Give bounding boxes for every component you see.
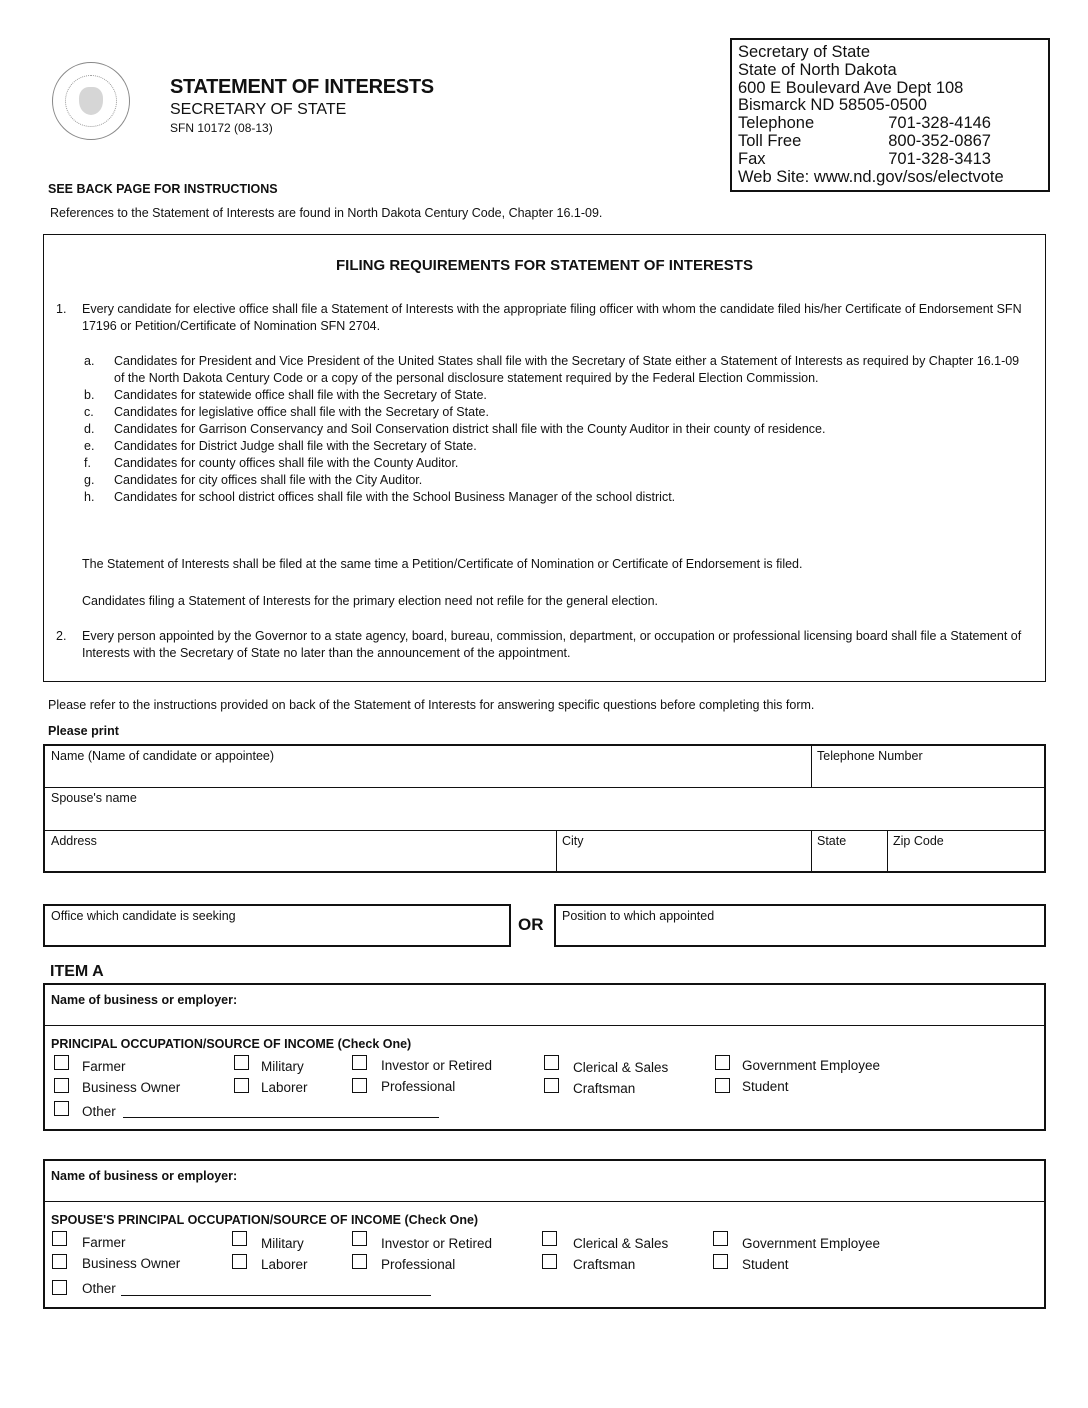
spouse-other-label: Other [82, 1281, 116, 1296]
item-a-heading: ITEM A [50, 963, 104, 980]
website-line: Web Site: www.nd.gov/sos/electvote [738, 167, 1004, 186]
name-label: Name (Name of candidate or appointee) [51, 749, 275, 763]
spouse-student-checkbox[interactable] [713, 1254, 728, 1269]
primary-note: Candidates filing a Statement of Interests for the primary election need not refile for the general election. [82, 594, 659, 608]
spouse-clerical-checkbox[interactable] [542, 1231, 557, 1246]
address-line: Secretary of State [738, 43, 871, 61]
other-input-line[interactable] [123, 1117, 439, 1118]
farmer-checkbox[interactable] [54, 1055, 69, 1070]
spouse-government-label: Government Employee [742, 1236, 881, 1251]
address-field[interactable] [45, 831, 556, 873]
clerical-label: Clerical & Sales [573, 1060, 669, 1075]
tollfree-row [738, 133, 1048, 151]
item2-text: Every person appointed by the Governor to a state agency, board, bureau, commission, department, or occupation or professional licensing board shall file a Statement of Interests with the Secretary of State no later than the announcement of the appointment. [82, 629, 1022, 660]
fax-label: Fax [738, 149, 766, 168]
spouse-business-owner-checkbox[interactable] [52, 1254, 67, 1269]
student-label: Student [742, 1079, 789, 1094]
list-item: e. Candidates for District Judge shall file with the Secretary of State. [84, 439, 477, 453]
spouse-military-checkbox[interactable] [232, 1231, 247, 1246]
item2-number: 2. [56, 629, 67, 643]
spouse-farmer-label: Farmer [82, 1235, 126, 1250]
position-label: Position to which appointed [562, 909, 715, 923]
fax-row [738, 151, 1048, 169]
address-line: State of North Dakota [738, 60, 897, 79]
address-label: Address [51, 834, 97, 848]
telephone-value: 701-328-4146 [888, 114, 991, 133]
farmer-label: Farmer [82, 1059, 126, 1074]
spouse-military-label: Military [261, 1236, 304, 1251]
government-checkbox[interactable] [715, 1055, 730, 1070]
spouse-other-input-line[interactable] [121, 1295, 431, 1296]
please-refer-note: Please refer to the instructions provided on back of the Statement of Interests for answering specific questions before completing this form. [48, 698, 815, 712]
see-back-notice: SEE BACK PAGE FOR INSTRUCTIONS [48, 182, 278, 196]
city-label: City [562, 834, 584, 848]
please-print-label: Please print [48, 724, 119, 738]
state-field[interactable] [811, 831, 887, 873]
telephone-row [738, 115, 1048, 133]
zip-field[interactable] [887, 831, 1044, 873]
position-appointed-field[interactable] [554, 904, 1046, 947]
telephone-field[interactable] [811, 746, 1044, 787]
city-field[interactable] [556, 831, 811, 873]
spouse-occupation-label: SPOUSE'S PRINCIPAL OCCUPATION/SOURCE OF INCOME (Check One) [51, 1213, 479, 1227]
investor-label: Investor or Retired [381, 1058, 493, 1073]
spouse-craftsman-checkbox[interactable] [542, 1254, 557, 1269]
personal-info-form [43, 744, 1046, 873]
clerical-checkbox[interactable] [544, 1055, 559, 1070]
list-item: d. Candidates for Garrison Conservancy and Soil Conservation district shall file with the County Auditor in their county of residence. [84, 422, 826, 436]
spouse-occupation-section [43, 1159, 1046, 1309]
spouse-professional-checkbox[interactable] [352, 1254, 367, 1269]
government-label: Government Employee [742, 1058, 881, 1073]
spouse-business-owner-label: Business Owner [82, 1256, 181, 1271]
laborer-checkbox[interactable] [234, 1078, 249, 1093]
item1-number: 1. [56, 302, 67, 316]
student-checkbox[interactable] [715, 1078, 730, 1093]
filing-requirements-box [43, 234, 1046, 682]
state-seal-logo [52, 62, 130, 140]
investor-checkbox[interactable] [352, 1055, 367, 1070]
list-item: a. Candidates for President and Vice President of the United States shall file with the Secretary of State either a Statement of Interests as required by Chapter 16.1-09 of the North Dakota Century Code or a copy of the personal disclosure statement required by the Federal Election Commission. [84, 354, 1020, 385]
spouse-laborer-label: Laborer [261, 1257, 308, 1272]
tollfree-value: 800-352-0867 [888, 131, 991, 150]
spouse-farmer-checkbox[interactable] [52, 1231, 67, 1246]
employer-label: Name of business or employer: [51, 993, 238, 1007]
spouse-investor-checkbox[interactable] [352, 1231, 367, 1246]
list-item: f. Candidates for county offices shall file with the County Auditor. [84, 456, 459, 470]
form-title: STATEMENT OF INTERESTS [170, 76, 434, 98]
craftsman-checkbox[interactable] [544, 1078, 559, 1093]
professional-label: Professional [381, 1079, 456, 1094]
other-checkbox[interactable] [54, 1101, 69, 1116]
list-item: h. Candidates for school district offices shall file with the School Business Manager of the school district. [84, 490, 676, 504]
same-time-note: The Statement of Interests shall be filed at the same time a Petition/Certificate of Nomination or Certificate of Endorsement is filed. [82, 557, 803, 571]
telephone-label: Telephone Number [817, 749, 923, 763]
spouse-laborer-checkbox[interactable] [232, 1254, 247, 1269]
laborer-label: Laborer [261, 1080, 308, 1095]
spouse-investor-label: Investor or Retired [381, 1236, 493, 1251]
spouse-government-checkbox[interactable] [713, 1231, 728, 1246]
business-owner-label: Business Owner [82, 1080, 181, 1095]
name-field[interactable] [45, 746, 811, 787]
zip-label: Zip Code [893, 834, 944, 848]
item1-text: Every candidate for elective office shall file a Statement of Interests with the appropriate filing officer with whom the candidate filed his/her Certificate of Endorsement SFN 17196 or Petition/Certificate of Nomination SFN 2704. [82, 302, 1022, 333]
business-owner-checkbox[interactable] [54, 1078, 69, 1093]
list-item: c. Candidates for legislative office shall file with the Secretary of State. [84, 405, 489, 419]
address-box [730, 38, 1050, 192]
or-label: OR [518, 915, 544, 934]
tollfree-label: Toll Free [738, 131, 802, 150]
spouse-name-field[interactable] [45, 788, 1044, 830]
spouse-other-checkbox[interactable] [52, 1280, 67, 1295]
telephone-label: Telephone [738, 114, 815, 133]
occupation-section [43, 983, 1046, 1131]
requirements-title: FILING REQUIREMENTS FOR STATEMENT OF INTERESTS [336, 257, 753, 274]
spouse-clerical-label: Clerical & Sales [573, 1236, 669, 1251]
other-label: Other [82, 1104, 116, 1119]
address-line: Bismarck ND 58505-0500 [738, 96, 927, 115]
references-note: References to the Statement of Interests are found in North Dakota Century Code, Chapter 16.1-09. [50, 206, 603, 220]
form-number: SFN 10172 (08-13) [170, 121, 273, 135]
spouse-student-label: Student [742, 1257, 789, 1272]
professional-checkbox[interactable] [352, 1078, 367, 1093]
spouse-professional-label: Professional [381, 1257, 456, 1272]
military-label: Military [261, 1059, 304, 1074]
office-sought-field[interactable] [43, 904, 511, 947]
list-item: b. Candidates for statewide office shall file with the Secretary of State. [84, 388, 487, 402]
spouse-employer-label: Name of business or employer: [51, 1169, 238, 1183]
military-checkbox[interactable] [234, 1055, 249, 1070]
office-label: Office which candidate is seeking [51, 909, 236, 923]
form-subtitle: SECRETARY OF STATE [170, 101, 347, 118]
list-item: g. Candidates for city offices shall file with the City Auditor. [84, 473, 423, 487]
fax-value: 701-328-3413 [888, 149, 991, 168]
craftsman-label: Craftsman [573, 1081, 636, 1096]
occupation-label: PRINCIPAL OCCUPATION/SOURCE OF INCOME (Check One) [51, 1037, 412, 1051]
state-label: State [817, 834, 847, 848]
address-line: 600 E Boulevard Ave Dept 108 [738, 78, 964, 97]
spouse-label: Spouse's name [51, 791, 137, 805]
spouse-craftsman-label: Craftsman [573, 1257, 636, 1272]
lettered-list [84, 353, 1024, 506]
